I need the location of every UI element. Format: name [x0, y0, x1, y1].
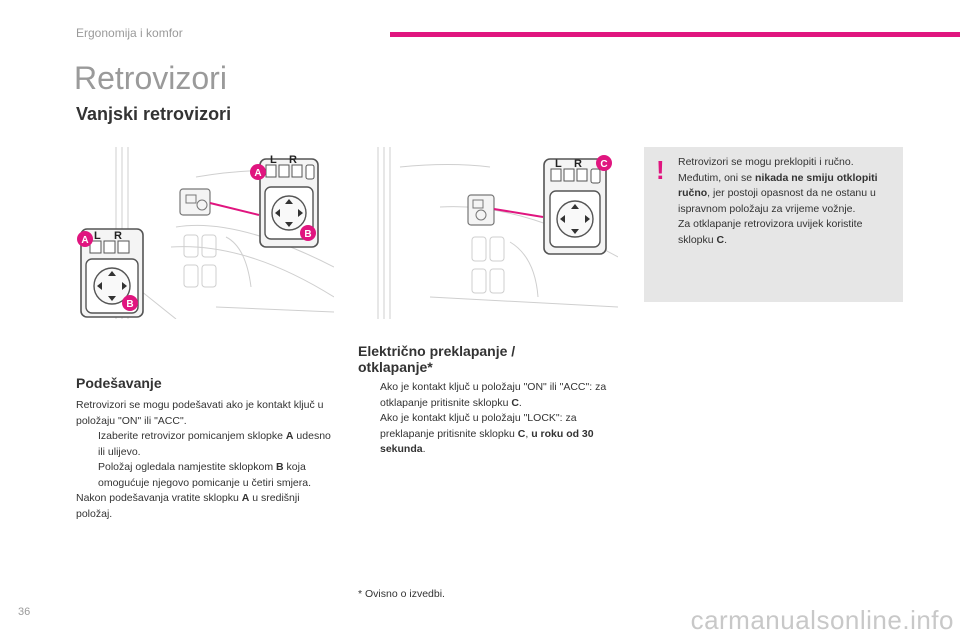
fold-bullet-2-mid: ,	[525, 427, 532, 440]
adjust-bullet-2-text: Položaj ogledala namjestite sklopkom	[98, 461, 277, 473]
switch-label-l3: L	[555, 158, 562, 170]
adjust-outro-bold: A	[241, 492, 250, 504]
adjust-bullet-1-rest: udesno ili ulijevo.	[98, 430, 331, 458]
fold-bullet-2-text: Ako je kontakt ključ u položaju "LOCK": za preklapanje pritisnite sklopku	[380, 412, 577, 440]
warning-text-2: , jer postoji opasnost da ne ostanu u ispravnom položaju za vrijeme vožnje.	[678, 187, 876, 215]
fold-body	[358, 380, 626, 458]
adjust-outro	[76, 491, 338, 522]
adjust-bullet-1-bold: A	[285, 430, 294, 442]
fold-bullet-1	[358, 380, 626, 411]
warning-text	[678, 155, 898, 248]
mirror-switch-illustration-left	[76, 147, 334, 319]
footnote: * Ovisno o izvedbi.	[358, 588, 445, 600]
warning-text-3: Za otklapanje retrovizora uvijek koristite sklopku	[678, 218, 863, 246]
fold-heading-line-2: otklapanje*	[358, 359, 433, 375]
warning-text-4: .	[724, 233, 728, 246]
fold-bullet-2-rest: .	[422, 443, 426, 455]
warning-exclamation-icon: !	[656, 155, 665, 185]
callout-b2-label: B	[126, 299, 134, 310]
callout-b-label: B	[304, 229, 312, 240]
adjust-outro-text: Nakon podešavanja vratite sklopku	[76, 492, 242, 504]
warning-bold-1: nikada ne smiju otklopiti ručno	[678, 171, 878, 199]
callout-a-label: A	[254, 168, 262, 179]
switch-label-r3: R	[574, 158, 582, 170]
adjust-body	[76, 398, 338, 522]
adjust-intro: Retrovizori se mogu podešavati ako je kontakt ključ u položaju "ON" ili "ACC".	[76, 399, 324, 427]
page-number: 36	[18, 606, 31, 618]
fold-heading	[358, 343, 515, 375]
switch-label-l: L	[270, 154, 277, 166]
callout-c-label: C	[600, 159, 608, 170]
warning-box	[644, 147, 903, 302]
fold-bullet-2-bold: C	[517, 427, 526, 440]
watermark-text: carmanualsonline.info	[690, 605, 954, 635]
mirror-switch-drawing-right	[360, 147, 618, 319]
adjust-bullet-1	[76, 429, 338, 460]
adjust-bullet-2-bold: B	[276, 461, 284, 473]
page-title: Retrovizori	[74, 60, 227, 96]
fold-bullet-1-rest: .	[518, 396, 522, 409]
callout-a2-label: A	[81, 235, 89, 246]
adjust-bullet-2	[76, 460, 338, 491]
warning-bold-2: C	[716, 233, 725, 246]
fold-heading-line-1: Električno preklapanje /	[358, 343, 516, 359]
fold-bullet-2-bold-2: u roku od 30 sekunda	[380, 427, 594, 455]
mirror-switch-illustration-right	[360, 147, 618, 319]
adjust-outro-rest: u središnji položaj.	[76, 492, 300, 520]
switch-label-l2: L	[94, 230, 101, 242]
section-header-label: Ergonomija i komfor	[76, 26, 183, 40]
adjust-bullet-2-rest: koja omogućuje njegovo pomicanje u četiri smjera.	[98, 461, 312, 489]
warning-text-1: Retrovizori se mogu preklopiti i ručno. Međutim, oni se	[678, 156, 854, 184]
switch-label-r: R	[289, 154, 297, 166]
fold-bullet-1-bold: C	[511, 396, 519, 409]
fold-bullet-1-text: Ako je kontakt ključ u položaju "ON" ili "ACC": za otklapanje pritisnite sklopku	[380, 381, 607, 409]
mirror-switch-drawing-left	[76, 147, 334, 319]
adjust-heading: Podešavanje	[76, 375, 162, 391]
section-title: Vanjski retrovizori	[76, 104, 232, 124]
switch-label-r2: R	[114, 230, 122, 242]
header-accent-bar	[390, 32, 960, 37]
fold-bullet-2	[358, 411, 626, 458]
adjust-bullet-1-text: Izaberite retrovizor pomicanjem sklopke	[98, 430, 286, 442]
